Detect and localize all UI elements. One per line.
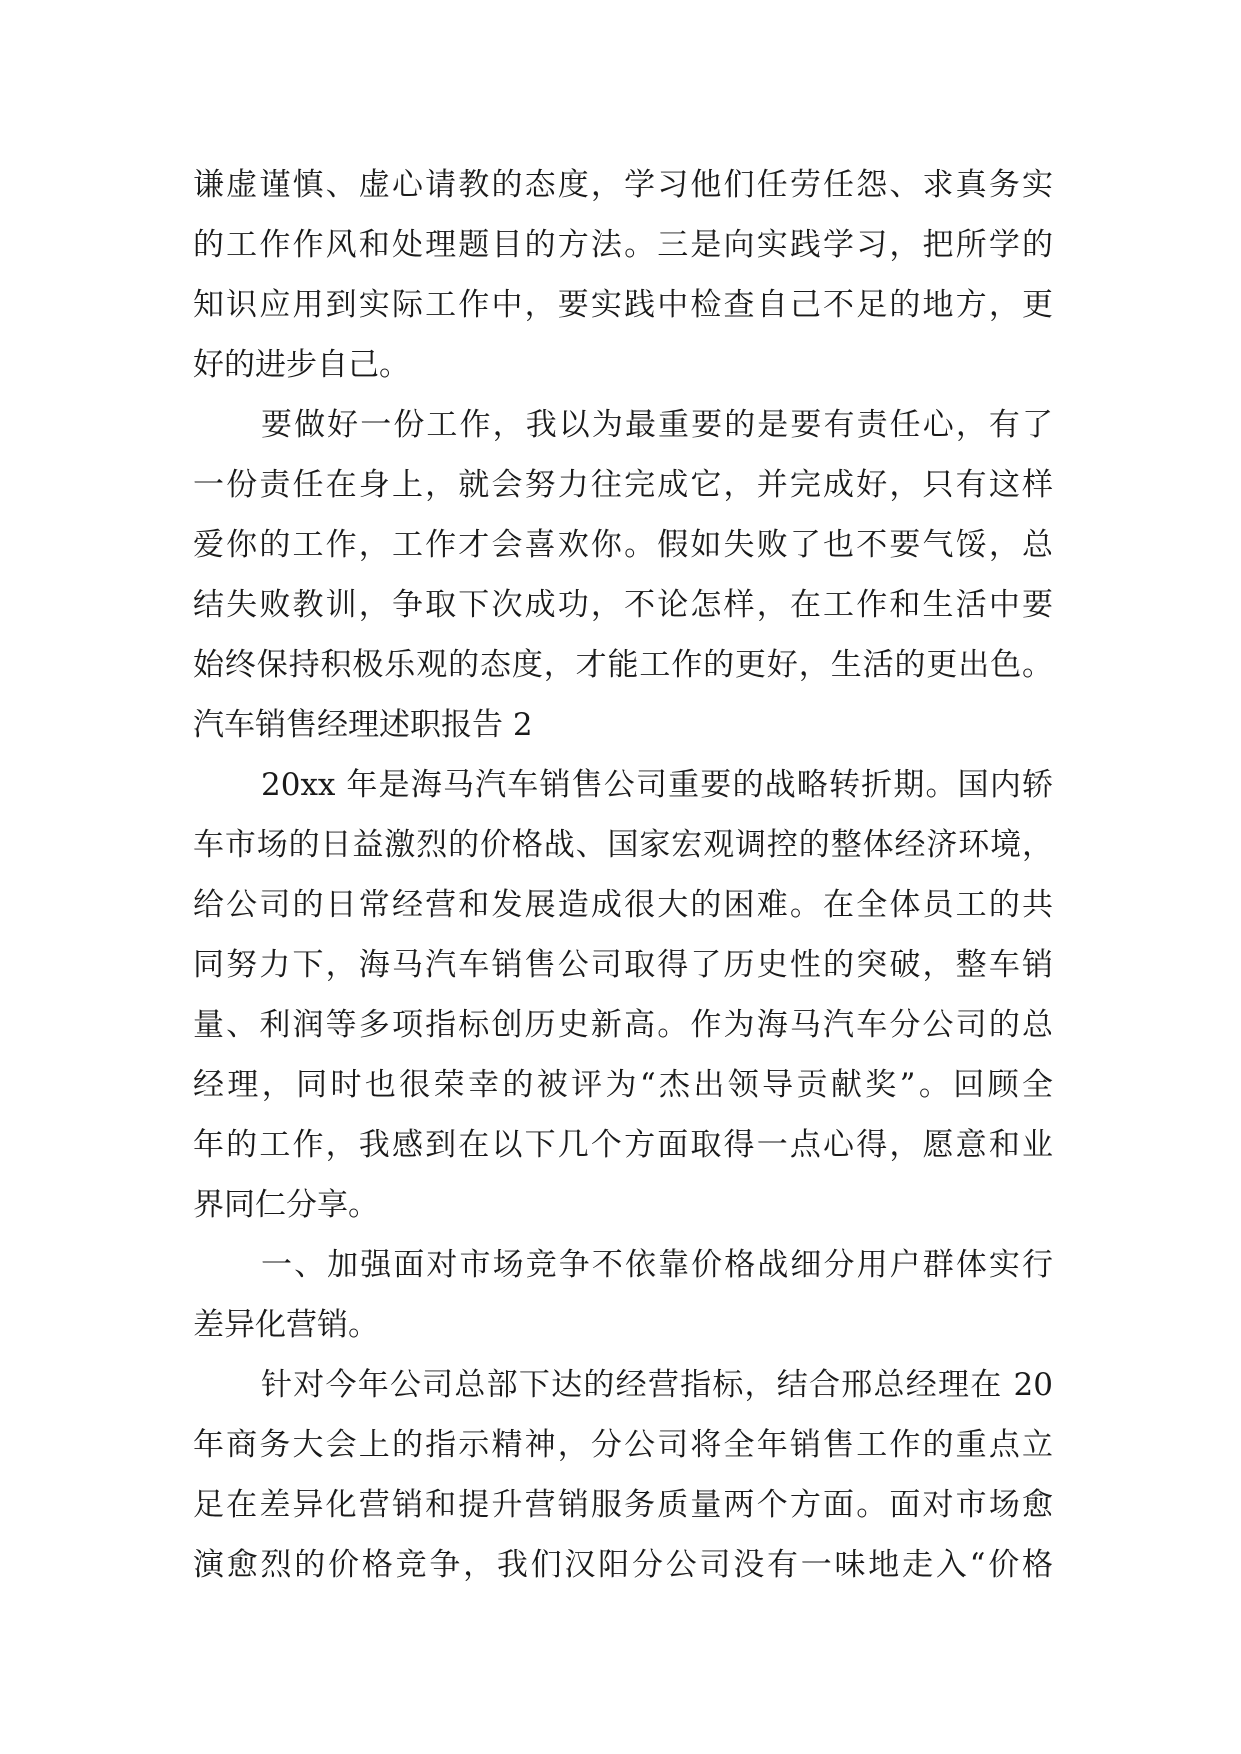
text-line: 差异化营销。 bbox=[193, 1307, 379, 1343]
text-line: 年的工作，我感到在以下几个方面取得一点心得，愿意和业 bbox=[193, 1127, 1053, 1163]
text-line: 经理，同时也很荣幸的被评为“杰出领导贡献奖”。回顾全 bbox=[193, 1067, 1053, 1103]
text-line: 的工作作风和处理题目的方法。三是向实践学习，把所学的 bbox=[193, 227, 1053, 263]
text-line: 量、利润等多项指标创历史新高。作为海马汽车分公司的总 bbox=[193, 1007, 1053, 1043]
text-line: 爱你的工作，工作才会喜欢你。假如失败了也不要气馁，总 bbox=[193, 527, 1053, 563]
text-line: 好的进步自己。 bbox=[193, 347, 410, 383]
text-line: 一份责任在身上，就会努力往完成它，并完成好，只有这样 bbox=[193, 467, 1053, 503]
text-line: 结失败教训，争取下次成功，不论怎样，在工作和生活中要 bbox=[193, 587, 1053, 623]
text-line: 年商务大会上的指示精神，分公司将全年销售工作的重点立 bbox=[193, 1427, 1053, 1463]
text-line: 给公司的日常经营和发展造成很大的困难。在全体员工的共 bbox=[193, 887, 1053, 923]
text-line: 针对今年公司总部下达的经营指标，结合邢总经理在 20 bbox=[261, 1367, 1053, 1403]
section-heading: 汽车销售经理述职报告 2 bbox=[193, 707, 533, 743]
text-line: 演愈烈的价格竞争，我们汉阳分公司没有一味地走入“价格 bbox=[193, 1547, 1053, 1583]
text-line: 同努力下，海马汽车销售公司取得了历史性的突破，整车销 bbox=[193, 947, 1053, 983]
text-line: 界同仁分享。 bbox=[193, 1187, 379, 1223]
text-line: 谦虚谨慎、虚心请教的态度，学习他们任劳任怨、求真务实 bbox=[193, 167, 1053, 203]
text-line: 足在差异化营销和提升营销服务质量两个方面。面对市场愈 bbox=[193, 1487, 1053, 1523]
text-line: 知识应用到实际工作中，要实践中检查自己不足的地方，更 bbox=[193, 287, 1053, 323]
document-body bbox=[193, 155, 1053, 1595]
text-line: 始终保持积极乐观的态度，才能工作的更好，生活的更出色。 bbox=[193, 647, 1053, 683]
text-line: 20xx 年是海马汽车销售公司重要的战略转折期。国内轿 bbox=[261, 767, 1053, 803]
text-line: 要做好一份工作，我以为最重要的是要有责任心，有了 bbox=[261, 407, 1053, 443]
text-line: 车市场的日益激烈的价格战、国家宏观调控的整体经济环境， bbox=[193, 827, 1053, 863]
text-line: 一、加强面对市场竞争不依靠价格战细分用户群体实行 bbox=[261, 1247, 1053, 1283]
